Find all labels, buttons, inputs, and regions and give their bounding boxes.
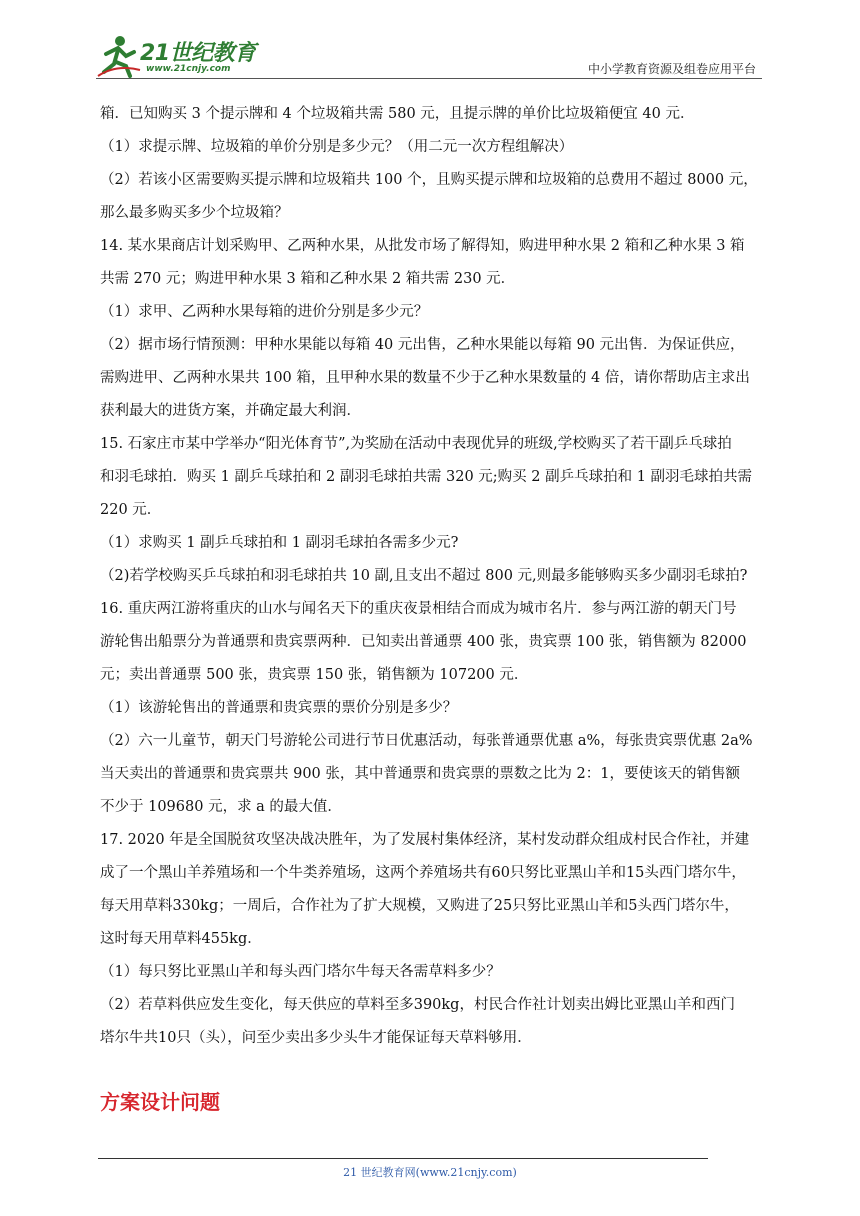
text-line: 当天卖出的普通票和贵宾票共 900 张，其中普通票和贵宾票的票数之比为 2：1，要使该天的销售额 [100, 766, 740, 782]
text-line: 箱．已知购买 3 个提示牌和 4 个垃圾箱共需 580 元，且提示牌的单价比垃圾箱便宜 40 元． [100, 106, 695, 122]
text-line: （2）若草料供应发生变化，每天供应的草料至多390kg，村民合作社计划卖出姆比亚黑山羊和西门 [100, 997, 735, 1013]
text-line: 这时每天用草料455kg． [100, 931, 262, 947]
text-line: （1）求购买 1 副乒乓球拍和 1 副羽毛球拍各需多少元? [100, 535, 459, 551]
text-line: 游轮售出船票分为普通票和贵宾票两种．已知卖出普通票 400 张，贵宾票 100 张，销售额为 82000 [100, 634, 747, 650]
text-line: 和羽毛球拍．购买 1 副乒乓球拍和 2 副羽毛球拍共需 320 元;购买 2 副乒乓球拍和 1 副羽毛球拍共需 [100, 469, 753, 485]
document-body [100, 98, 768, 1055]
text-line: （2）六一儿童节，朝天门号游轮公司进行节日优惠活动，每张普通票优惠 a%，每张贵宾票优惠 2a% [100, 733, 753, 749]
text-line: 获利最大的进货方案，并确定最大利润． [100, 403, 361, 419]
text-line: 那么最多购买多少个垃圾箱？ [100, 205, 289, 221]
footer-divider [98, 1158, 708, 1159]
problem-text [100, 98, 768, 1055]
text-line: 每天用草料330kg；一周后，合作社为了扩大规模，又购进了25只努比亚黑山羊和5头西门塔尔牛， [100, 898, 739, 914]
text-line: 共需 270 元；购进甲种水果 3 箱和乙种水果 2 箱共需 230 元． [100, 271, 516, 287]
text-line: （2）据市场行情预测：甲种水果能以每箱 40 元出售，乙种水果能以每箱 90 元出售．为保证供应， [100, 337, 745, 353]
text-line: 16. 重庆两江游将重庆的山水与闻名天下的重庆夜景相结合而成为城市名片．参与两江游的朝天门号 [100, 601, 737, 617]
text-line: （2）若该小区需要购买提示牌和垃圾箱共 100 个，且购买提示牌和垃圾箱的总费用不超过 8000 元， [100, 172, 758, 188]
logo-url: www.21cnjy.com [146, 64, 231, 74]
header-divider [96, 78, 762, 79]
text-line: 17. 2020 年是全国脱贫攻坚决战决胜年，为了发展村集体经济，某村发动群众组成村民合作社，并建 [100, 832, 750, 848]
text-line: 元；卖出普通票 500 张，贵宾票 150 张，销售额为 107200 元． [100, 667, 529, 683]
text-line: （1）求提示牌、垃圾箱的单价分别是多少元？（用二元一次方程组解决） [100, 139, 574, 155]
text-line: 14. 某水果商店计划采购甲、乙两种水果，从批发市场了解得知，购进甲种水果 2 箱和乙种水果 3 箱 [100, 238, 745, 254]
page-header [96, 30, 762, 80]
text-line: 成了一个黑山羊养殖场和一个牛类养殖场，这两个养殖场共有60只努比亚黑山羊和15头西门塔尔牛， [100, 865, 746, 881]
text-line: （1）求甲、乙两种水果每箱的进价分别是多少元？ [100, 304, 429, 320]
header-platform-text: 中小学教育资源及组卷应用平台 [587, 62, 756, 76]
text-line: 塔尔牛共10只（头），问至少卖出多少头牛才能保证每天草料够用． [100, 1030, 532, 1046]
text-line: 需购进甲、乙两种水果共 100 箱，且甲种水果的数量不少于乙种水果数量的 4 倍，请你帮助店主求出 [100, 370, 750, 386]
text-line: 不少于 109680 元，求 a 的最大值． [100, 799, 342, 815]
text-line: 220 元． [100, 502, 162, 518]
text-line: 15. 石家庄市某中学举办“阳光体育节”,为奖励在活动中表现优异的班级,学校购买了若干副乒乓球拍 [100, 436, 732, 452]
text-line: （1）每只努比亚黑山羊和每头西门塔尔牛每天各需草料多少？ [100, 964, 501, 980]
text-line: （1）该游轮售出的普通票和贵宾票的票价分别是多少？ [100, 700, 458, 716]
section-title: 方案设计问题 [100, 1090, 220, 1114]
logo-text: 21世纪教育 [140, 41, 256, 66]
runner-logo-icon [96, 34, 142, 78]
footer-text: 21 世纪教育网(www.21cnjy.com) [343, 1166, 517, 1179]
logo [96, 34, 266, 78]
text-line: （2)若学校购买乒乓球拍和羽毛球拍共 10 副,且支出不超过 800 元,则最多能够购买多少副羽毛球拍? [100, 568, 748, 584]
